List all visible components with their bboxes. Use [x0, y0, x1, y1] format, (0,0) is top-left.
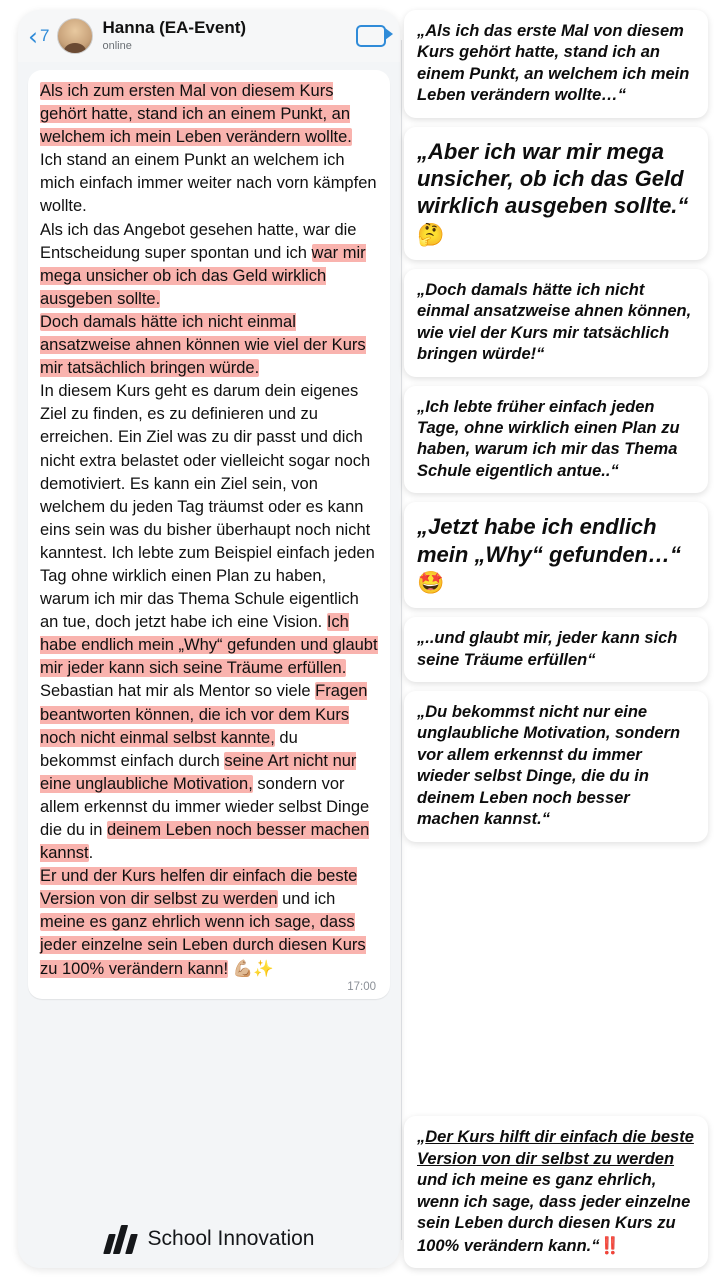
message-text-run: Ich stand an einem Punkt an welchem ich mich einfach immer weiter nach vorn kämpfen wollte.: [40, 151, 377, 216]
quote-card: [404, 617, 708, 682]
contact-status: online: [102, 39, 132, 52]
brand-footer: [18, 1210, 400, 1268]
double-exclamation-icon: ‼️: [599, 1235, 621, 1255]
school-innovation-logo-icon: [104, 1224, 138, 1254]
quote-card: [404, 10, 708, 118]
chevron-left-icon[interactable]: ‹: [28, 21, 38, 51]
message-text-run: Als ich das Angebot gesehen hatte, war die Entscheidung super spontan und ich: [40, 220, 357, 262]
quote-text: „Aber ich war mir mega unsicher, ob ich das Geld wirklich ausgeben sollte.“: [417, 138, 689, 219]
quote-open-mark: „: [417, 1128, 426, 1147]
highlighted-text: seine Art nicht nur eine unglaubliche Motivation,: [40, 751, 357, 793]
quote-text: „Ich lebte früher einfach jeden Tage, ohne wirklich einen Plan zu haben, warum ich mir das Thema Schule eigentlich antue..“: [417, 397, 680, 480]
unread-count[interactable]: 7: [40, 26, 50, 45]
quote-card: [404, 269, 708, 377]
message-text-run: .: [88, 844, 94, 863]
quote-card: [404, 127, 708, 260]
message-text: [40, 82, 378, 978]
message-text-run: In diesem Kurs geht es darum dein eigenes Ziel zu finden, es zu definieren und zu erreichen. Ein Ziel was zu dir passt und dich nicht extra belastet oder vielleicht sogar noch demotiviert. Es kann ein Ziel sein, von welchem du jeden Tag träumst oder es kann eins sein was du bisher überhaupt noch nicht kanntest. Ich lebte zum Beispiel einfach jeden Tag ohne wirklich einen Plan zu haben, warum ich mir das Thema Schule eigentlich an tue, doch jetzt habe ich eine Vision.: [40, 382, 375, 632]
message-timestamp: 17:00: [347, 980, 376, 993]
pane-divider: [401, 40, 402, 1240]
contact-name: Hanna (EA-Event): [102, 18, 247, 37]
highlighted-text: war mir mega unsicher ob ich das Geld wirklich ausgeben sollte.: [40, 243, 366, 308]
highlighted-text: Fragen beantworten können, die ich vor dem Kurs noch nicht einmal selbst kannte,: [40, 682, 368, 747]
video-call-icon[interactable]: [356, 25, 386, 47]
quote-cards-column: [404, 10, 708, 1268]
quote-text: „..und glaubt mir, jeder kann sich seine Träume erfüllen“: [417, 629, 678, 669]
highlighted-text: Er und der Kurs helfen dir einfach die beste Version von dir selbst zu werden: [40, 867, 358, 909]
quote-list: [404, 10, 708, 842]
quote-text: „Jetzt habe ich endlich mein „Why“ gefunden…“: [417, 514, 681, 567]
highlighted-text: meine es ganz ehrlich wenn ich sage, dass jeder einzelne sein Leben durch diesen Kurs zu 100% verändern kann!: [40, 913, 366, 978]
message-text-run: und ich: [277, 890, 336, 909]
quote-text: „Doch damals hätte ich nicht einmal ansatzweise ahnen können, wie viel der Kurs mir tatsächlich bringen würde!“: [417, 280, 692, 364]
message-text-run: Sebastian hat mir als Mentor so viele: [40, 682, 316, 701]
quote-rest-text: und ich meine es ganz ehrlich, wenn ich sage, dass jeder einzelne sein Leben durch diesen Kurs zu 100% verändern kann.“: [417, 1171, 691, 1255]
quote-text: „Als ich das erste Mal von diesem Kurs gehört hatte, stand ich an einem Punkt, an welchem ich mein Leben verändern wollte…“: [417, 22, 690, 105]
chat-header: [18, 10, 400, 62]
highlighted-text: Doch damals hätte ich nicht einmal ansatzweise ahnen können wie viel der Kurs mir tatsächlich bringen würde.: [40, 312, 366, 378]
quote-card: [404, 502, 708, 608]
quote-text: „Du bekommst nicht nur eine unglaubliche Motivation, sondern vor allem erkennst du immer wieder selbst Dinge, die du in deinem Leben noch besser machen kannst.“: [417, 702, 681, 829]
message-text-run: du bekommst einfach durch: [40, 728, 298, 770]
avatar[interactable]: [57, 18, 93, 54]
message-text-run: sondern vor allem erkennst du immer wieder selbst Dinge die du in: [40, 774, 370, 839]
chat-screenshot-card: [18, 10, 400, 1268]
quote-card-final: [404, 1116, 708, 1268]
message-list: [18, 62, 400, 1268]
highlighted-text: Als ich zum ersten Mal von diesem Kurs gehört hatte, stand ich an einem Punkt, an welchem ich mein Leben verändern wollte.: [40, 82, 352, 147]
highlighted-text: Ich habe endlich mein „Why“ gefunden und glaubt mir jeder kann sich seine Träume erfüllen.: [40, 613, 378, 678]
quote-underlined-text: Der Kurs hilft dir einfach die beste Version von dir selbst zu werden: [417, 1128, 694, 1168]
quote-card: [404, 386, 708, 494]
quote-emoji-icon: 🤔: [417, 222, 445, 248]
message-text-run: 💪🏼✨: [228, 959, 274, 978]
highlighted-text: deinem Leben noch besser machen kannst: [40, 821, 370, 863]
chat-message-bubble[interactable]: [28, 70, 390, 999]
quote-card: [404, 691, 708, 842]
chat-title-block[interactable]: [102, 19, 356, 53]
quote-emoji-icon: 🤩: [417, 570, 445, 596]
brand-name: School Innovation: [147, 1227, 315, 1250]
